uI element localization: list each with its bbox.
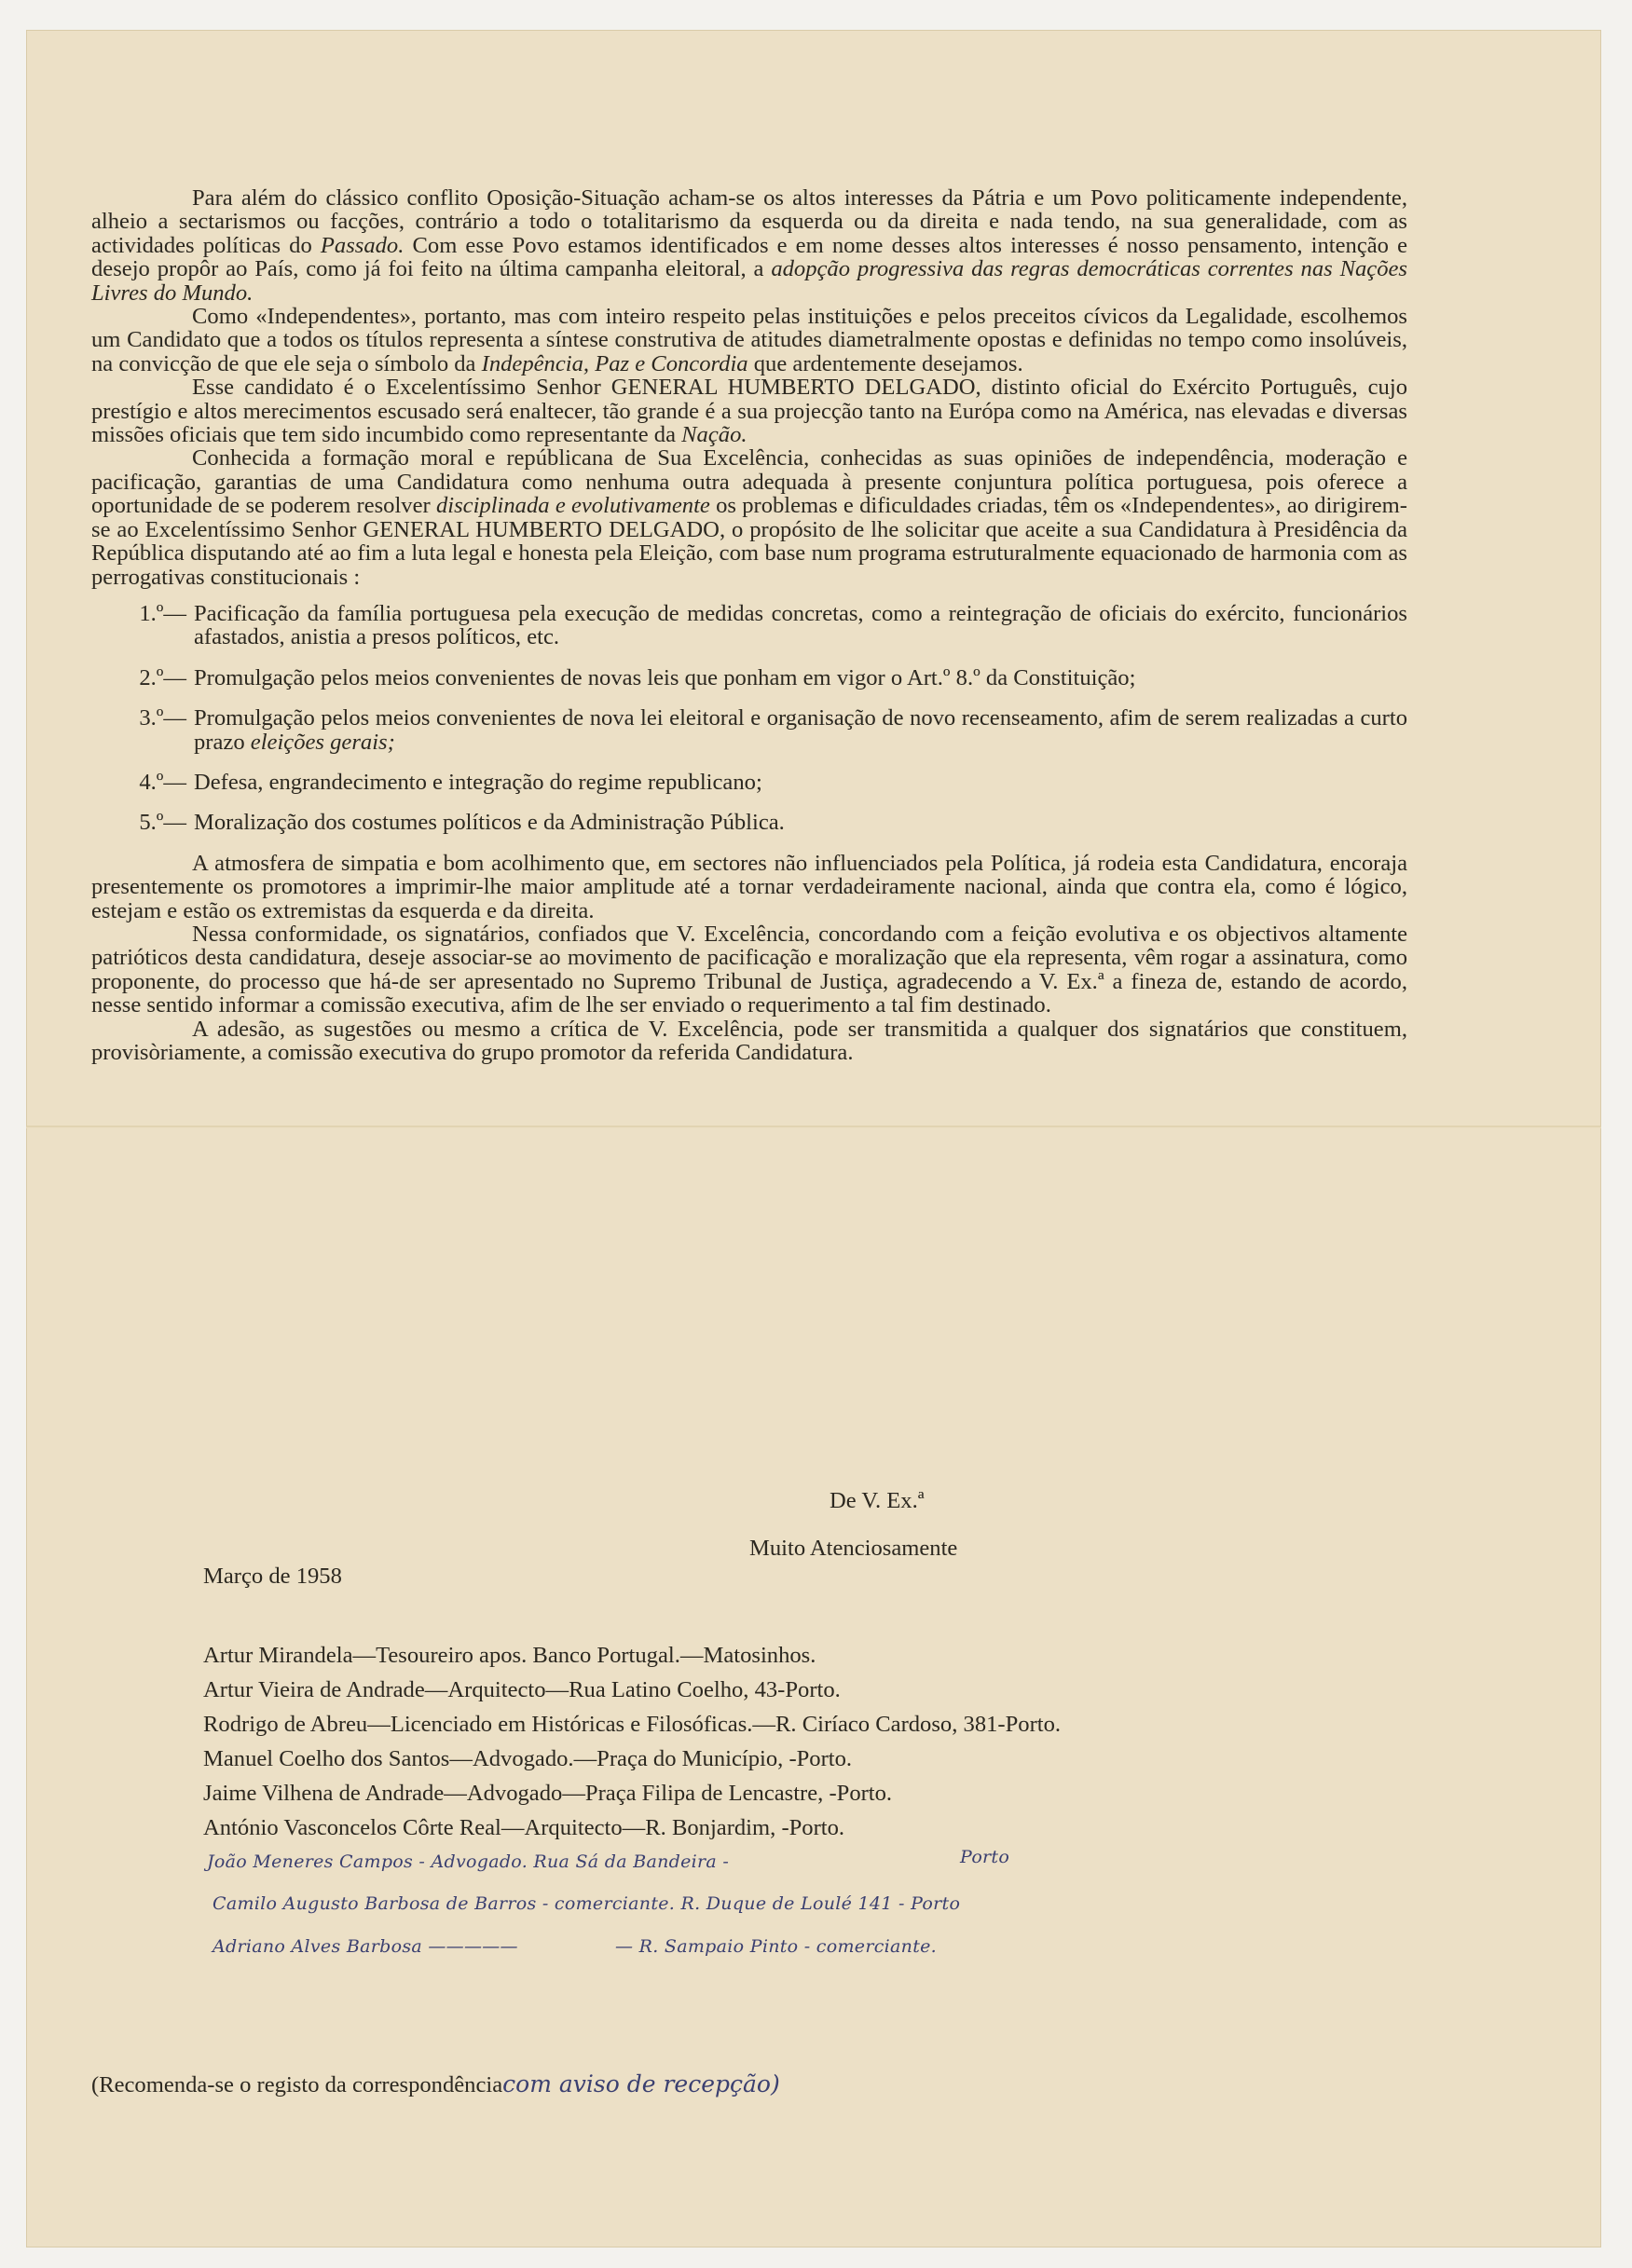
- paragraph-independentes: [91, 305, 1407, 376]
- paragraph-candidate-emphasis: Nação.: [681, 422, 747, 448]
- program-item: [91, 706, 1407, 754]
- program-item-number: 2.º—: [139, 664, 186, 690]
- handwritten-signatory-2: Camilo Augusto Barbosa de Barros - comerciante. R. Duque de Loulé 141 - Porto: [213, 1893, 961, 1914]
- handwritten-signatory-1-city: Porto: [960, 1847, 1010, 1867]
- program-item-number: 5.º—: [139, 810, 186, 836]
- paragraph-adhesion: A adesão, as sugestões ou mesmo a crítica de V. Excelência, pode ser transmitida a qualquer dos signatários que constituem, provisòriamente, a comissão executiva do grupo promotor da referida Candidatura.: [91, 1016, 1407, 1065]
- paragraph-independentes-text-2: que ardentemente desejamos.: [753, 350, 1023, 376]
- signatory-list: [203, 1643, 1508, 1850]
- program-item-text: Promulgação pelos meios convenientes de novas leis que ponham em vigor o Art.º 8.º da Constituição;: [194, 664, 1136, 690]
- footer-note-text: (Recomenda-se o registo da correspondência: [91, 2072, 503, 2097]
- paragraph-candidate: [91, 376, 1407, 446]
- handwritten-signatory-1: João Meneres Campos - Advogado. Rua Sá da Bandeira -: [207, 1851, 730, 1872]
- program-item: [91, 602, 1407, 649]
- program-item-number: 1.º—: [139, 600, 186, 626]
- paragraph-intro-emphasis: Passado.: [320, 232, 405, 258]
- footer-handwritten-addition: com aviso de recepção): [502, 2070, 780, 2097]
- program-item-emphasis: eleições gerais;: [250, 729, 395, 755]
- paragraph-proposal: [91, 446, 1407, 588]
- program-list: [91, 602, 1407, 835]
- signatory-entry: Artur Mirandela—Tesoureiro apos. Banco Portugal.—Matosinhos.: [203, 1643, 816, 1668]
- paragraph-proposal-emphasis: disciplinada e evolutivamente: [435, 493, 710, 519]
- fold-crease: [26, 1126, 1601, 1128]
- program-item-text: Defesa, engrandecimento e integração do regime republicano;: [194, 769, 762, 795]
- paragraph-intro-text: Para além do clássico conflito Oposição-Situação acham-se os altos interesses da Pátria e um Povo politicamente independente, alheio a sectarismos ou facções, contrário a todo o totalitarismo da esquerda ou da direita e nada tendo, na sua generalidade, com as actividades políticas do: [91, 185, 1407, 258]
- paragraph-intro: [91, 186, 1407, 305]
- paragraph-proposal-text: Conhecida a formação moral e repúblicana de Sua Excelência, conhecidas as suas opiniões de independência, moderação e pacificação, garantias de uma Candidatura como nenhuma outra adequada à presente conjuntura política portuguesa, pois oferece a oportunidade de se poderem resolver: [91, 445, 1407, 519]
- program-item-text: Moralização dos costumes políticos e da Administração Pública.: [194, 810, 785, 836]
- paragraph-independentes-text: Como «Independentes», portanto, mas com inteiro respeito pelas instituições e pelos preceitos cívicos da Legalidade, escolhemos um Candidato que a todos os títulos representa a síntese construtiva de atitudes diametralmente opostas e definidas no tempo como insolúveis, na convicção de que ele seja o símbolo da: [91, 304, 1407, 376]
- program-item-number: 4.º—: [139, 769, 186, 795]
- paragraph-intro-text-2: Com esse Povo estamos identificados e em nome desses altos interesses é nosso pensamento, intenção e desejo propôr ao País, como já foi feito na última campanha eleitoral, a: [91, 232, 1407, 282]
- program-item-text: Pacificação da família portuguesa pela execução de medidas concretas, como a reintegração de oficiais do exército, funcionários afastados, anistia a presos políticos, etc.: [194, 600, 1407, 650]
- paragraph-proposal-text-2: os problemas e dificuldades criadas, têm os «Independentes», ao dirigirem-se ao Excelentíssimo Senhor GENERAL HUMBERTO DELGADO, o propósito de lhe solicitar que aceite a sua Candidatura à Presidência da República disputando até ao fim a luta legal e honesta pela Eleição, com base num programa estruturalmente equacionado de harmonia com as perrogativas constitucionais :: [91, 493, 1407, 590]
- program-item: [91, 811, 1407, 834]
- signatory-entry: Jaime Vilhena de Andrade—Advogado—Praça Filipa de Lencastre, -Porto.: [203, 1781, 893, 1806]
- program-item-number: 3.º—: [139, 705, 186, 731]
- paragraph-request: Nessa conformidade, os signatários, confiados que V. Excelência, concordando com a feição evolutiva e os objectivos altamente patrióticos desta candidatura, deseje associar-se ao movimento de pacificação e moralização que ela representa, vêm rogar a assinatura, como proponente, do processo que há-de ser apresentado no Supremo Tribunal de Justiça, agradecendo a V. Ex.ª a fineza de, estando de acordo, nesse sentido informar a comissão executiva, afim de lhe ser enviado o requerimento a tal fim destinado.: [91, 921, 1407, 1018]
- program-item: [91, 666, 1407, 690]
- letter-body: [91, 186, 1407, 1064]
- footer-note: [91, 2070, 780, 2098]
- closing-signoff: Muito Atenciosamente: [749, 1536, 958, 1561]
- paragraph-intro-emphasis-2: adopção progressiva das regras democráticas correntes nas Nações Livres do Mundo.: [91, 256, 1407, 306]
- signatory-entry: Artur Vieira de Andrade—Arquitecto—Rua Latino Coelho, 43-Porto.: [203, 1677, 841, 1702]
- program-item-text: Promulgação pelos meios convenientes de nova lei eleitoral e organisação de novo recenseamento, afim de serem realizadas a curto prazo: [194, 705, 1407, 755]
- signatory-entry: Rodrigo de Abreu—Licenciado em Históricas e Filosóficas.—R. Ciríaco Cardoso, 381-Porto.: [203, 1712, 1062, 1737]
- signatory-entry: Manuel Coelho dos Santos—Advogado.—Praça do Município, -Porto.: [203, 1746, 853, 1771]
- paragraph-independentes-emphasis: Indepência, Paz e Concordia: [481, 350, 748, 376]
- handwritten-signatory-3-address: — R. Sampaio Pinto - comerciante.: [615, 1936, 938, 1957]
- letter-date: Março de 1958: [203, 1564, 342, 1589]
- paragraph-candidate-text: Esse candidato é o Excelentíssimo Senhor GENERAL HUMBERTO DELGADO, distinto oficial do Exército Português, cujo prestígio e altos merecimentos escusado será enaltecer, tão grande é a sua projecção tanto na Európa como na América, nas elevadas e diversas missões oficiais que tem sido incumbido como representante da: [91, 375, 1407, 448]
- handwritten-signatory-3: Adriano Alves Barbosa —————: [213, 1936, 518, 1957]
- paragraph-atmosphere: A atmosfera de simpatia e bom acolhimento que, em sectores não influenciados pela Política, já rodeia esta Candidatura, encoraja presentemente os promotores a imprimir-lhe maior amplitude até a tornar verdadeiramente nacional, ainda que contra ela, como é lógico, estejam e estão os extremistas da esquerda e da direita.: [91, 850, 1407, 923]
- signatory-entry: António Vasconcelos Côrte Real—Arquitecto—R. Bonjardim, -Porto.: [203, 1815, 845, 1840]
- closing-salutation: De V. Ex.ª: [830, 1488, 925, 1513]
- program-item: [91, 771, 1407, 794]
